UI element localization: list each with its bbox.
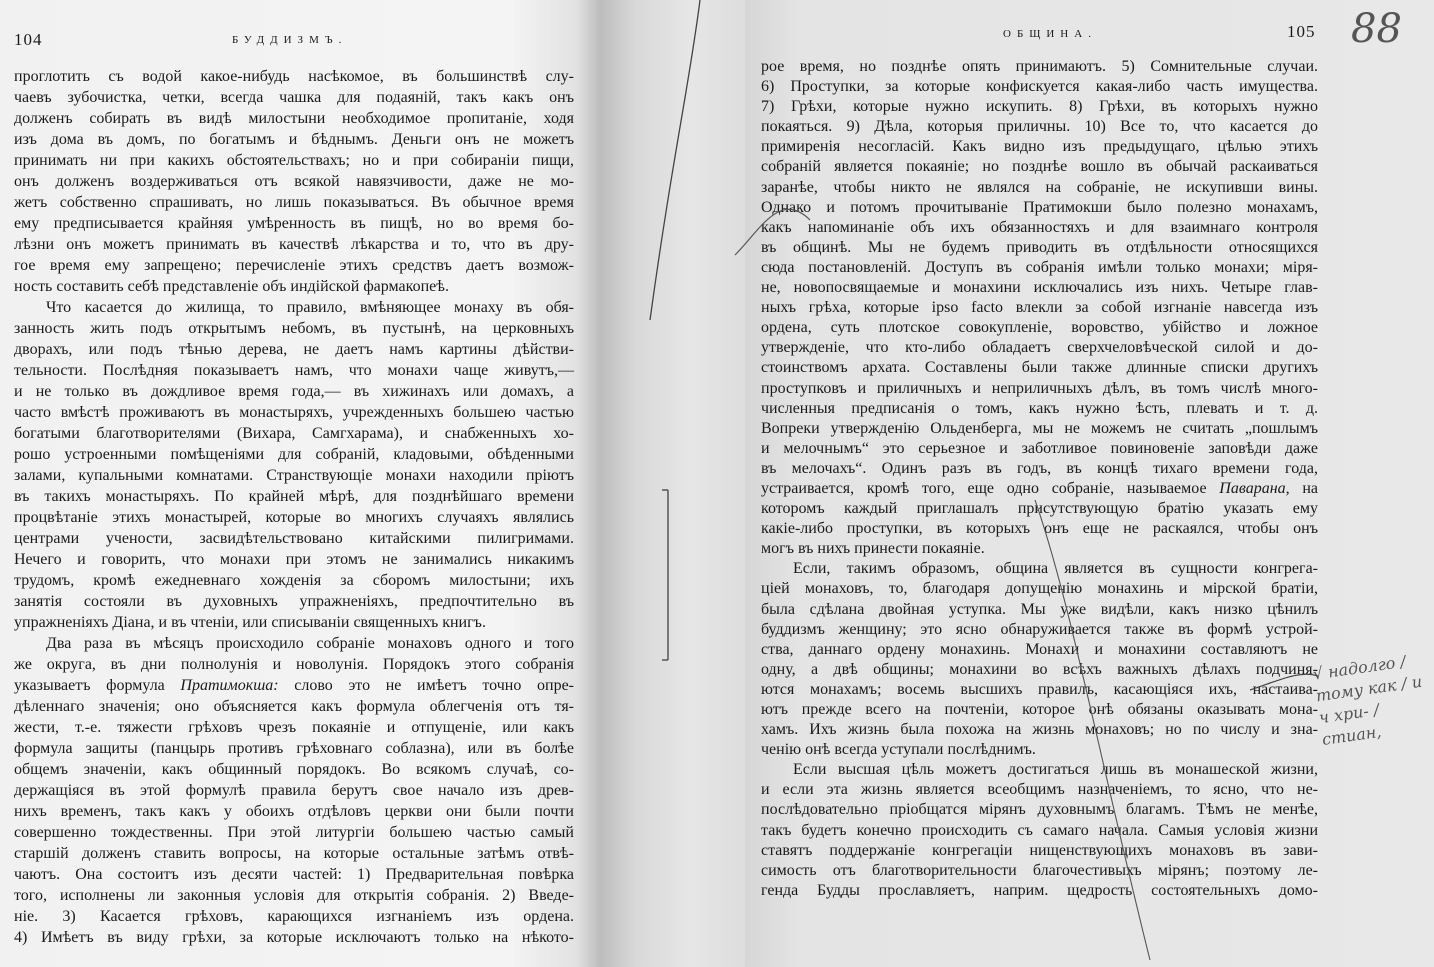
- text-line: чаевъ зубочистка, четки, всегда чашка для подаяній, такъ какъ онъ: [14, 89, 574, 106]
- text-line: часто вмѣстѣ проживаютъ въ монастыряхъ, учрежденныхъ большею частью: [14, 404, 574, 421]
- text-line: примиренія несогласій. Какъ видно изъ предыдущаго, цѣлью этихъ: [761, 138, 1318, 156]
- text-line: Однако и потомъ прочитываніе Пратимокши было полезно монахамъ,: [761, 198, 1318, 216]
- text-line: хамъ. Ихъ жизнь была похожа на жизнь монаховъ; но по числу и зна-: [761, 721, 1318, 739]
- italic-term: Паварана,: [1219, 479, 1290, 497]
- text-line: одну, а двѣ общины; монахини во всѣхъ важныхъ дѣлахъ подчиня-: [761, 660, 1318, 678]
- text-line: ютъ прежде всего на почтеніи, которое онѣ обязаны оказывать мона-: [761, 701, 1318, 718]
- text-line: ются монахамъ; восемь высшихъ правилъ, касающіяся ихъ, настаива-: [761, 680, 1318, 698]
- handwritten-margin-note: √ надолго / тому как / и ч хри- / стиан,: [1311, 651, 1424, 749]
- text-line: проступковъ и приличныхъ и неприличныхъ дѣлъ, въ томъ числѣ много-: [761, 379, 1318, 397]
- text-line: залами, купальными комнатами. Странствующіе монахи находили пріютъ: [14, 467, 574, 484]
- text-line: нихъ временъ, такъ какъ у обоихъ отдѣловъ церкви они были почти: [14, 803, 574, 820]
- text-line: жести, т.-е. тяжести грѣховъ чрезъ покаяніе и отпущеніе, или какъ: [14, 719, 574, 736]
- text-line: рое время, но позднѣе опять принимаютъ. 5) Сомнительные случаи.: [761, 58, 1318, 75]
- text-line: устраивается, кромѣ того, еще одно собраніе, называемое Паварана, на: [761, 479, 1319, 497]
- text-line: Нечего и говорить, что монахи при этомъ не занимались никакимъ: [14, 551, 574, 568]
- left-page: [0, 0, 600, 967]
- text-line: сюда постановленій. Доступъ въ собранія имѣли только монахи; міря-: [761, 258, 1318, 276]
- book-gutter: [600, 0, 750, 967]
- text-line: симость отъ благотворительности благочестивыхъ мірянъ; поэтому ле-: [761, 861, 1318, 879]
- running-head: БУДДИЗМЪ.: [232, 34, 348, 46]
- text-line: стоинствомъ архата. Составлены были также длинные списки другихъ: [761, 359, 1318, 377]
- text-line: долженъ собирать въ видѣ милостыни необходимое пропитаніе, ходя: [14, 110, 574, 127]
- text-line: собраній является покаяніе; но позднѣе вошло въ обычай раскаиваться: [761, 158, 1318, 176]
- page-number: 105: [1287, 22, 1316, 41]
- text-line: буддизмъ женщину; это ясно обнаруживается также въ формѣ устрой-: [761, 620, 1318, 638]
- text-line: ства, даннаго ордену монахинь. Монахи и монахини составляютъ не: [761, 640, 1318, 658]
- text-line: дѣленнаго значенія; оно объясняется какъ формула облегченія отъ тя-: [14, 698, 574, 715]
- text-line: въ мелочахъ“. Одинъ разъ въ годъ, въ концѣ тихаго времени года,: [761, 459, 1318, 477]
- text-line: 7) Грѣхи, которые нужно искупить. 8) Грѣхи, въ которыхъ нужно: [761, 98, 1318, 116]
- text-line: ность составить себѣ представленіе объ индійской фармакопеѣ.: [14, 278, 449, 295]
- text-line: ніе. 3) Касается грѣховъ, карающихся изгнаніемъ изъ ордена.: [14, 908, 574, 925]
- text-line: ордена, суть плотское совокупленіе, воровство, убійство и ложное: [761, 319, 1318, 337]
- page-body: [761, 57, 1318, 901]
- text-line: того, исполнены ли законныя условія для открытія собранія. 2) Введе-: [14, 887, 574, 904]
- text-line: какіе-либо проступки, въ которыхъ онъ еще не раскаялся, чтобы онъ: [761, 520, 1318, 538]
- text-line: общемъ значеніи, какъ общинный порядокъ. Во всякомъ случаѣ, со-: [14, 761, 574, 778]
- text-line: занятія состояли въ духовныхъ упражненіяхъ, предпочтительно въ: [14, 593, 574, 610]
- text-line: занность жить подъ открытымъ небомъ, въ пустынѣ, на церковныхъ: [14, 320, 574, 337]
- running-head: ОБЩИНА.: [1003, 28, 1097, 40]
- text-line: и мелочнымъ“ это серьезное и заботливое повиновеніе заповѣди даже: [761, 439, 1318, 457]
- text-line: старшій долженъ ставить вопросы, на которые остальные затѣмъ отвѣ-: [14, 845, 574, 862]
- text-line: проглотить съ водой какое-нибудь насѣкомое, въ большинствѣ слу-: [14, 68, 574, 85]
- italic-term: Пратимокша:: [180, 677, 279, 694]
- text-line: Если высшая цѣль можетъ достигаться лишь въ монашеской жизни,: [793, 761, 1318, 779]
- text-line: какъ напоминаніе объ ихъ обязанностяхъ и для взаимнаго контроля: [761, 218, 1318, 236]
- text-line: процвѣтаніе этихъ монастырей, которые во многихъ случаяхъ являлись: [14, 509, 574, 526]
- text-line: могъ въ нихъ принести покаяніе.: [761, 540, 985, 558]
- text-line: указываетъ формула Пратимокша: слово это не имѣетъ точно опре-: [14, 677, 574, 694]
- text-line: ченію онѣ всегда уступали послѣднимъ.: [761, 741, 1036, 759]
- text-line: такъ будетъ конечно происходить съ самаго начала. Самыя условія жизни: [761, 821, 1318, 839]
- text-line: ставятъ поддержаніе конгрегаціи нищенствующихъ монаховъ въ зави-: [761, 841, 1318, 859]
- text-line: жетъ собственно спрашивать, но лишь показываться. Въ обычное время: [14, 194, 574, 211]
- text-line: принимать ни при какихъ обстоятельствахъ; но и при собираніи пищи,: [14, 152, 574, 169]
- text-line: совершенно тождественны. При этой литургіи большею частью самый: [14, 824, 574, 841]
- text-line: рошо устроенными помѣщеніями для собраній, кладовыми, обѣденными: [14, 446, 574, 463]
- right-page: [745, 0, 1434, 967]
- text-line: Если, такимъ образомъ, община является въ сущности конгрега-: [793, 560, 1318, 578]
- text-line: Два раза въ мѣсяцъ происходило собраніе монаховъ одного и того: [46, 635, 574, 652]
- text-line: формула защиты (панцырь противъ грѣховнаго соблазна), или въ болѣе: [14, 740, 574, 757]
- text-line: центрами учености, засвидѣтельствовано китайскими пилигримами.: [14, 530, 574, 547]
- text-line: въ общинѣ. Мы не будемъ приводить въ отдѣльности относящихся: [761, 238, 1318, 256]
- page-number: 104: [14, 30, 43, 49]
- text-line: 6) Проступки, за которые конфискуется какая-либо часть имущества.: [761, 78, 1318, 96]
- text-line: которомъ каждый приглашалъ присутствующую братію указать ему: [761, 500, 1318, 518]
- text-line: чаютъ. Она состоитъ изъ десяти частей: 1) Предварительная повѣрка: [14, 866, 574, 883]
- text-line: трудомъ, кромѣ ежедневнаго хожденія за сборомъ милостыни; ихъ: [14, 572, 574, 589]
- text-line: дворахъ, или подъ тѣнью дерева, не даетъ намъ картины дѣйстви-: [14, 341, 574, 358]
- text-line: ціей монаховъ, то, благодаря допущенію монахинь и мірской братіи,: [761, 580, 1318, 598]
- text-line: онъ долженъ воздерживаться отъ всякой навязчивости, даже не мо-: [14, 173, 574, 190]
- handwritten-page-number: 88: [1351, 6, 1402, 52]
- text-line: послѣдовательно пріобщатся мірянъ духовнымъ благамъ. Тѣмъ не менѣе,: [761, 801, 1318, 819]
- text-line: въ такихъ монастыряхъ. По крайней мѣрѣ, для позднѣйшаго времени: [14, 488, 574, 505]
- text-line: численныя предписанія о томъ, какъ нужно ѣсть, плевать и т. д.: [761, 399, 1318, 417]
- text-line: ныхъ грѣха, которые ipso facto влекли за собой изгнаніе навсегда изъ: [761, 299, 1318, 317]
- text-line: тельности. Послѣдняя показываетъ намъ, что монахи чаще живутъ,—: [14, 362, 574, 379]
- text-line: держащіяся въ этой формулѣ правила берутъ свое начало изъ древ-: [14, 782, 574, 799]
- text-line: и не только въ дождливое время года,— въ хижинахъ или домахъ, а: [14, 383, 574, 400]
- text-line: лѣзни онъ можетъ принимать въ качествѣ лѣкарства и то, что въ дру-: [14, 236, 574, 253]
- page-body: [14, 66, 574, 948]
- text-line: Что касается до жилища, то правило, вмѣняющее монаху въ обя-: [46, 299, 574, 316]
- text-line: утвержденіе, что кто-либо обладаетъ сверхчеловѣческой силой и до-: [761, 339, 1318, 357]
- text-line: же округа, въ дни полнолунія и новолунія. Порядокъ этого собранія: [14, 656, 574, 673]
- text-line: покаяться. 9) Дѣла, которыя приличны. 10) Все то, что касается до: [761, 118, 1318, 136]
- text-line: ему предписывается крайняя умѣренность въ пищѣ, но во время бо-: [14, 215, 574, 232]
- text-line: упражненіяхъ Діана, и въ чтеніи, или списываніи священныхъ книгъ.: [14, 614, 486, 631]
- text-line: была сдѣлана двойная уступка. Мы уже видѣли, какъ низко цѣнилъ: [761, 600, 1318, 618]
- text-line: заранѣе, чтобы никто не являлся на собраніе, не искупивши вины.: [761, 178, 1318, 196]
- text-line: изъ дома въ домъ, по богатымъ и бѣднымъ. Деньги онъ не можетъ: [14, 131, 574, 148]
- text-line: 4) Имѣетъ въ виду грѣхи, за которые исключаютъ только на нѣкото-: [14, 929, 574, 946]
- text-line: и если эта жизнь является всеобщимъ назначеніемъ, то ясно, что не-: [761, 781, 1318, 799]
- text-line: генда Будды прославляетъ, наприм. щедрость состоятельныхъ домо-: [761, 881, 1318, 899]
- text-line: богатыми благотворителями (Вихара, Самгхарама), и снабженныхъ хо-: [14, 425, 574, 442]
- text-line: Вопреки утвержденію Ольденберга, мы не можемъ не считать „пошлымъ: [761, 419, 1318, 437]
- text-line: не, новопосвящаемые и монахини исключались изъ нихъ. Четыре глав-: [761, 279, 1318, 297]
- text-line: гое время ему запрещено; перечисленіе этихъ средствъ даетъ возмож-: [14, 257, 574, 274]
